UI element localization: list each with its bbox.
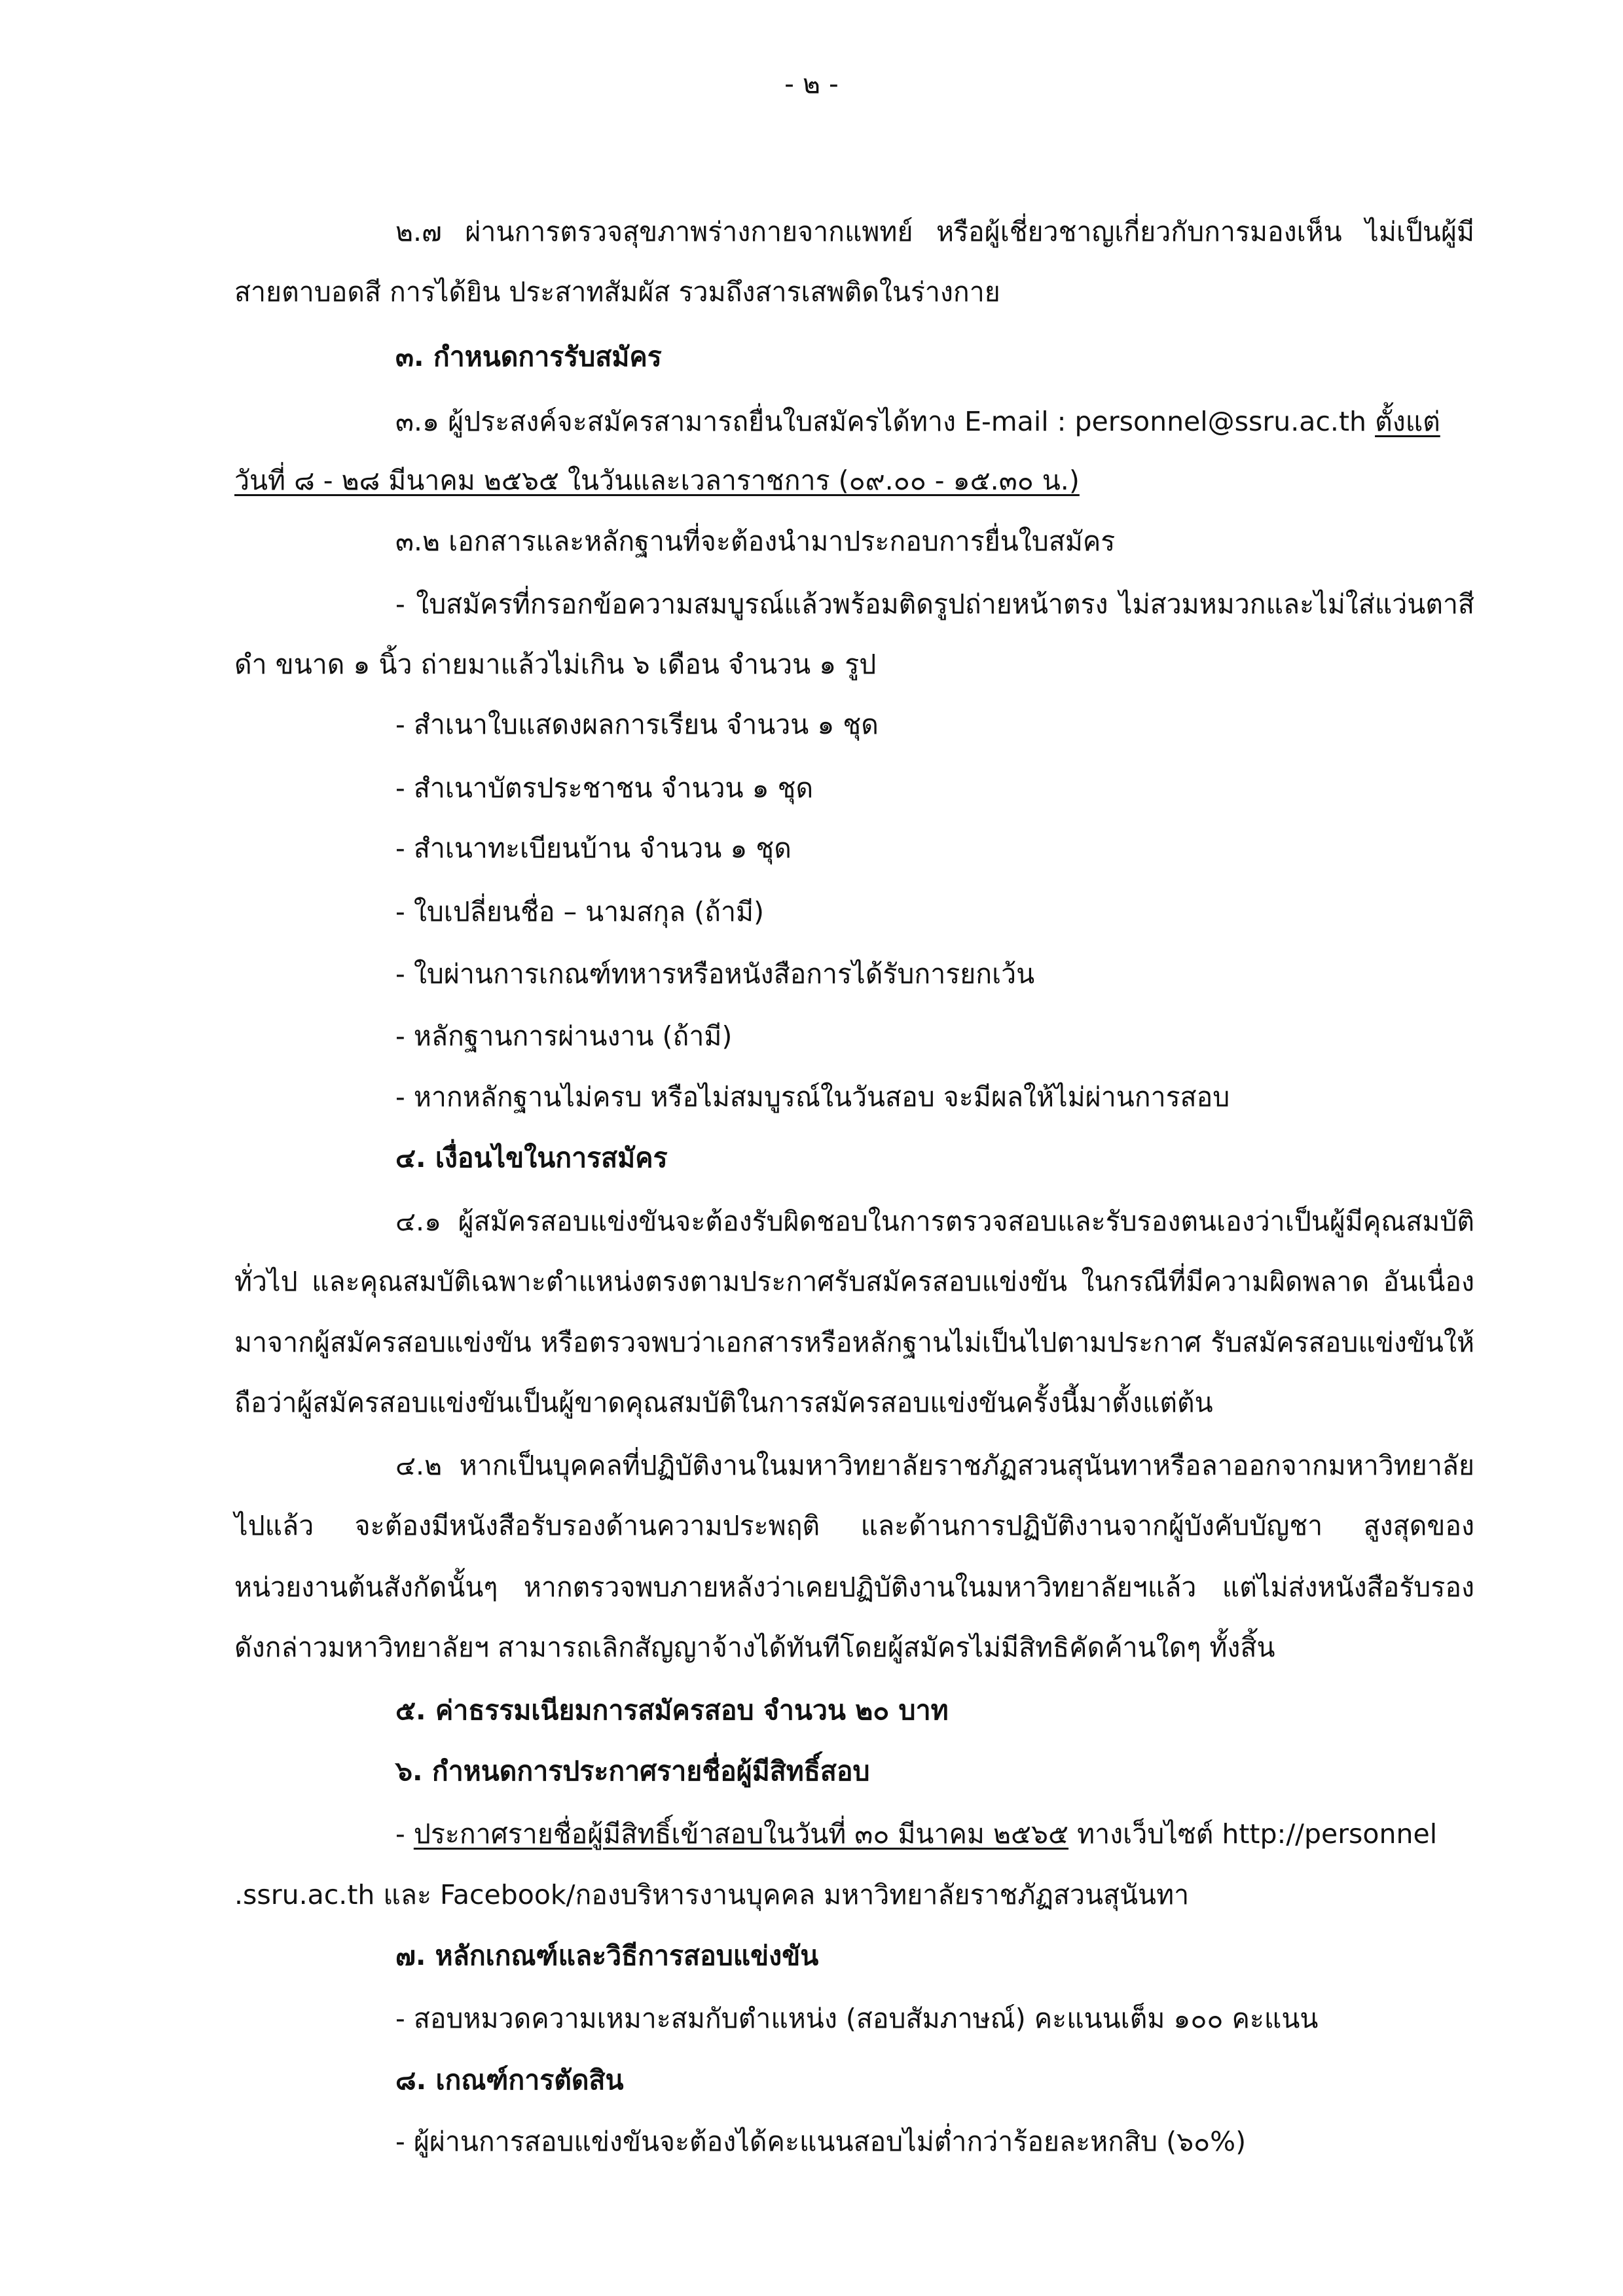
section-3-1-text: ๓.๑ ผู้ประสงค์จะสมัครสามารถยื่นใบสมัครได้ทาง E-mail : personnel@ssru.ac.th [395, 406, 1376, 437]
section-6-line-1 [395, 1814, 1437, 1854]
section-4-1-line: ทั่วไป และคุณสมบัติเฉพาะตำแหน่งตรงตามประกาศรับสมัครสอบแข่งขัน ในกรณีที่มีความผิดพลาด อันเนื่อง [234, 1266, 1474, 1297]
section-3-1-date-start: ตั้งแต่ [1375, 406, 1440, 437]
section-5-heading: ๕. ค่าธรรมเนียมการสมัครสอบ จำนวน ๒๐ บาท [395, 1695, 949, 1726]
section-4-2-line: หน่วยงานต้นสังกัดนั้นๆ หากตรวจพบภายหลังว่าเคยปฏิบัติงานในมหาวิทยาลัยฯแล้ว แต่ไม่ส่งหนังสือรับรอง [234, 1571, 1474, 1603]
section-7-item: - สอบหมวดความเหมาะสมกับตำแหน่ง (สอบสัมภาษณ์) คะแนนเต็ม ๑๐๐ คะแนน [395, 2003, 1319, 2034]
document-list-item: - หากหลักฐานไม่ครบ หรือไม่สมบูรณ์ในวันสอบ จะมีผลให้ไม่ผ่านการสอบ [395, 1081, 1230, 1113]
section-3-2-photo-line-1: - ใบสมัครที่กรอกข้อความสมบูรณ์แล้วพร้อมติดรูปถ่ายหน้าตรง ไม่สวมหมวกและไม่ใส่แว่นตาสี [395, 588, 1474, 620]
section-6-line-2: .ssru.ac.th และ Facebook/กองบริหารงานบุคคล มหาวิทยาลัยราชภัฏสวนสุนันทา [234, 1879, 1190, 1910]
section-6-heading: ๖. กำหนดการประกาศรายชื่อผู้มีสิทธิ์สอบ [395, 1755, 870, 1787]
section-8-item: - ผู้ผ่านการสอบแข่งขันจะต้องได้คะแนนสอบไม่ต่ำกว่าร้อยละหกสิบ (๖๐%) [395, 2126, 1247, 2157]
section-8-heading: ๘. เกณฑ์การตัดสิน [395, 2064, 624, 2096]
section-3-2-photo-line-2: ดำ ขนาด ๑ นิ้ว ถ่ายมาแล้วไม่เกิน ๖ เดือน จำนวน ๑ รูป [234, 649, 877, 680]
section-6-dash: - [395, 1818, 414, 1850]
document-list-item: - สำเนาบัตรประชาชน จำนวน ๑ ชุด [395, 772, 814, 804]
section-7-heading: ๗. หลักเกณฑ์และวิธีการสอบแข่งขัน [395, 1940, 819, 1971]
document-list-item: - หลักฐานการผ่านงาน (ถ้ามี) [395, 1020, 733, 1052]
document-list-item: - สำเนาทะเบียนบ้าน จำนวน ๑ ชุด [395, 833, 792, 864]
section-6-website: ทางเว็บไซต์ http://personnel [1068, 1818, 1438, 1850]
section-4-1-line: ถือว่าผู้สมัครสอบแข่งขันเป็นผู้ขาดคุณสมบัติในการสมัครสอบแข่งขันครั้งนี้มาตั้งแต่ต้น [234, 1387, 1213, 1418]
section-6-announcement-date: ประกาศรายชื่อผู้มีสิทธิ์เข้าสอบในวันที่ ๓๐ มีนาคม ๒๕๖๕ [413, 1818, 1069, 1850]
section-3-2-heading: ๓.๒ เอกสารและหลักฐานที่จะต้องนำมาประกอบการยื่นใบสมัคร [395, 526, 1116, 557]
section-4-1-line: มาจากผู้สมัครสอบแข่งขัน หรือตรวจพบว่าเอกสารหรือหลักฐานไม่เป็นไปตามประกาศ รับสมัครสอบแข่งขันให้ [234, 1327, 1474, 1358]
document-list-item: - สำเนาใบแสดงผลการเรียน จำนวน ๑ ชุด [395, 709, 879, 740]
document-list-item: - ใบเปลี่ยนชื่อ – นามสกุล (ถ้ามี) [395, 896, 765, 927]
section-3-heading: ๓. กำหนดการรับสมัคร [395, 341, 662, 372]
section-4-2-line: ไปแล้ว จะต้องมีหนังสือรับรองด้านความประพฤติ และด้านการปฏิบัติงานจากผู้บังคับบัญชา สูงสุดของ [234, 1510, 1474, 1541]
document-list-item: - ใบผ่านการเกณฑ์ทหารหรือหนังสือการได้รับการยกเว้น [395, 958, 1035, 990]
section-3-1-line-2: วันที่ ๘ - ๒๘ มีนาคม ๒๕๖๕ ในวันและเวลาราชการ (๐๙.๐๐ - ๑๕.๓๐ น.) [234, 465, 1080, 496]
section-4-heading: ๔. เงื่อนไขในการสมัคร [395, 1142, 668, 1174]
section-4-2-line: ดังกล่าวมหาวิทยาลัยฯ สามารถเลิกสัญญาจ้างได้ทันทีโดยผู้สมัครไม่มีสิทธิคัดค้านใดๆ ทั้งสิ้น [234, 1632, 1275, 1663]
section-2-7-line-2: สายตาบอดสี การได้ยิน ประสาทสัมผัส รวมถึงสารเสพติดในร่างกาย [234, 276, 1000, 308]
section-2-7-line-1: ๒.๗ ผ่านการตรวจสุขภาพร่างกายจากแพทย์ หรือผู้เชี่ยวชาญเกี่ยวกับการมองเห็น ไม่เป็นผู้มี [395, 216, 1474, 247]
section-4-2-line: ๔.๒ หากเป็นบุคคลที่ปฏิบัติงานในมหาวิทยาลัยราชภัฏสวนสุนันทาหรือลาออกจากมหาวิทยาลัย [395, 1450, 1474, 1481]
page-number: - ๒ - [784, 68, 839, 99]
section-3-1-line-1 [395, 402, 1440, 441]
section-4-1-line: ๔.๑ ผู้สมัครสอบแข่งขันจะต้องรับผิดชอบในการตรวจสอบและรับรองตนเองว่าเป็นผู้มีคุณสมบัติ [395, 1206, 1474, 1237]
